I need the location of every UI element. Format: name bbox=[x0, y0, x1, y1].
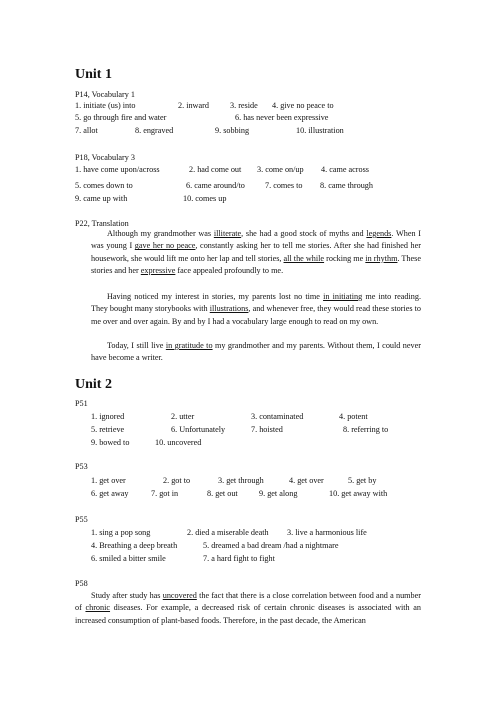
answer-item: 5. retrieve bbox=[91, 425, 125, 434]
text-run: my grandmother and my parents. Without them, I could never have become a writer. bbox=[91, 341, 421, 363]
underlined-term: illustrations bbox=[209, 304, 249, 314]
text-run: Having noticed my interest in stories, my parents lost no time bbox=[107, 292, 324, 301]
underlined-term: illiterate bbox=[213, 229, 242, 238]
text-run: . These stories and her bbox=[91, 253, 421, 275]
p53-heading: P53 bbox=[75, 462, 88, 471]
answer-item: 10. uncovered bbox=[155, 438, 202, 447]
answer-item: 4. potent bbox=[339, 412, 368, 421]
answer-item: 7. a hard fight to fight bbox=[203, 554, 275, 563]
answer-item: 6. smiled a bitter smile bbox=[91, 554, 166, 563]
answer-item: 9. get along bbox=[259, 489, 298, 498]
answer-item: 6. Unfortunately bbox=[171, 425, 226, 434]
underlined-term: chronic bbox=[85, 603, 111, 613]
answer-item: 1. sing a pop song bbox=[91, 528, 151, 537]
underlined-term: in initiating bbox=[323, 292, 363, 301]
text-run: Today, I still live bbox=[107, 341, 166, 350]
underlined-term: all the while bbox=[283, 253, 325, 263]
answer-item: 7. allot bbox=[75, 126, 98, 135]
text-run: , and whenever free, they would read these stories to me over and over again. By and by I had a vocabulary large enough to read on my own. bbox=[91, 304, 421, 326]
text-run: , constantly asking her to tell me stories. After she had finished her housework, she would lift me onto her lap and tell stories, bbox=[91, 241, 421, 263]
p58-heading: P58 bbox=[75, 579, 88, 588]
translation-paragraph-2 bbox=[91, 291, 421, 328]
answer-item: 8. engraved bbox=[135, 126, 174, 135]
answer-item: 4. give no peace to bbox=[272, 101, 334, 110]
answer-item: 7. got in bbox=[151, 489, 179, 498]
answer-item: 9. came up with bbox=[75, 194, 128, 203]
answer-item: 3. reside bbox=[230, 101, 258, 110]
vocab1-heading: P14, Vocabulary 1 bbox=[75, 90, 135, 99]
answer-item: 9. sobbing bbox=[215, 126, 250, 135]
unit-1-title: Unit 1 bbox=[75, 67, 112, 82]
answer-item: 6. has never been expressive bbox=[235, 113, 329, 122]
answer-item: 8. get out bbox=[207, 489, 238, 498]
text-run: face appealed profoundly to me. bbox=[175, 265, 284, 275]
answer-item: 10. illustration bbox=[296, 126, 344, 135]
answer-item: 3. contaminated bbox=[251, 412, 304, 421]
vocab3-heading: P18, Vocabulary 3 bbox=[75, 153, 135, 162]
p55-heading: P55 bbox=[75, 515, 88, 524]
answer-item: 4. get over bbox=[289, 476, 324, 485]
answer-item: 1. get over bbox=[91, 476, 126, 485]
answer-item: 5. get by bbox=[348, 476, 377, 485]
answer-item: 1. have come upon/across bbox=[75, 165, 160, 174]
p51-heading: P51 bbox=[75, 399, 88, 408]
translation-paragraph-1 bbox=[91, 228, 421, 277]
answer-item: 3. come on/up bbox=[257, 165, 304, 174]
answer-item: 7. hoisted bbox=[251, 425, 283, 434]
underlined-term: legends bbox=[366, 229, 392, 238]
answer-item: 4. came across bbox=[321, 165, 369, 174]
answer-item: 2. inward bbox=[178, 101, 209, 110]
answer-item: 3. get through bbox=[218, 476, 264, 485]
text-run: rocking me bbox=[324, 253, 366, 263]
underlined-term: in gratitude to bbox=[165, 341, 213, 350]
answer-item: 8. came through bbox=[320, 181, 373, 190]
answer-item: 1. initiate (us) into bbox=[75, 101, 136, 110]
underlined-term: in rhythm bbox=[365, 253, 398, 263]
text-run: the fact that there is a close correlation between food and a number of bbox=[75, 591, 422, 613]
answer-item: 5. go through fire and water bbox=[75, 113, 167, 122]
answer-item: 10. comes up bbox=[183, 194, 227, 203]
text-run: Study after study has bbox=[91, 591, 163, 600]
answer-item: 2. got to bbox=[163, 476, 191, 485]
answer-item: 4. Breathing a deep breath bbox=[91, 541, 178, 550]
answer-item: 9. bowed to bbox=[91, 438, 130, 447]
underlined-term: uncovered bbox=[162, 591, 197, 600]
answer-item: 10. get away with bbox=[329, 489, 388, 498]
text-run: diseases. For example, a decreased risk of certain chronic diseases is associated with an increased consumption of plant-based foods. Therefore, in the past decade, the American bbox=[75, 603, 422, 625]
translation-paragraph-3 bbox=[91, 340, 421, 365]
underlined-term: gave her no peace bbox=[134, 241, 196, 251]
answer-item: 3. live a harmonious life bbox=[287, 528, 367, 537]
text-run: . When I was young I bbox=[91, 229, 421, 251]
p58-paragraph bbox=[75, 590, 421, 627]
translation-heading: P22, Translation bbox=[75, 219, 129, 228]
text-run: me into reading. They bought many storybooks with bbox=[91, 292, 422, 314]
answer-item: 1. ignored bbox=[91, 412, 125, 421]
answer-item: 5. comes down to bbox=[75, 181, 133, 190]
answer-item: 2. had come out bbox=[189, 165, 242, 174]
answer-item: 8. referring to bbox=[343, 425, 389, 434]
answer-item: 6. came around/to bbox=[186, 181, 245, 190]
text-run: Although my grandmother was bbox=[107, 229, 214, 238]
answer-item: 7. comes to bbox=[265, 181, 303, 190]
underlined-term: expressive bbox=[140, 265, 176, 275]
unit-2-title: Unit 2 bbox=[75, 377, 112, 392]
answer-item: 2. utter bbox=[171, 412, 195, 421]
answer-item: 2. died a miserable death bbox=[187, 528, 269, 537]
answer-item: 6. get away bbox=[91, 489, 129, 498]
answer-item: 5. dreamed a bad dream /had a nightmare bbox=[203, 541, 339, 550]
text-run: , she had a good stock of myths and bbox=[241, 229, 367, 238]
